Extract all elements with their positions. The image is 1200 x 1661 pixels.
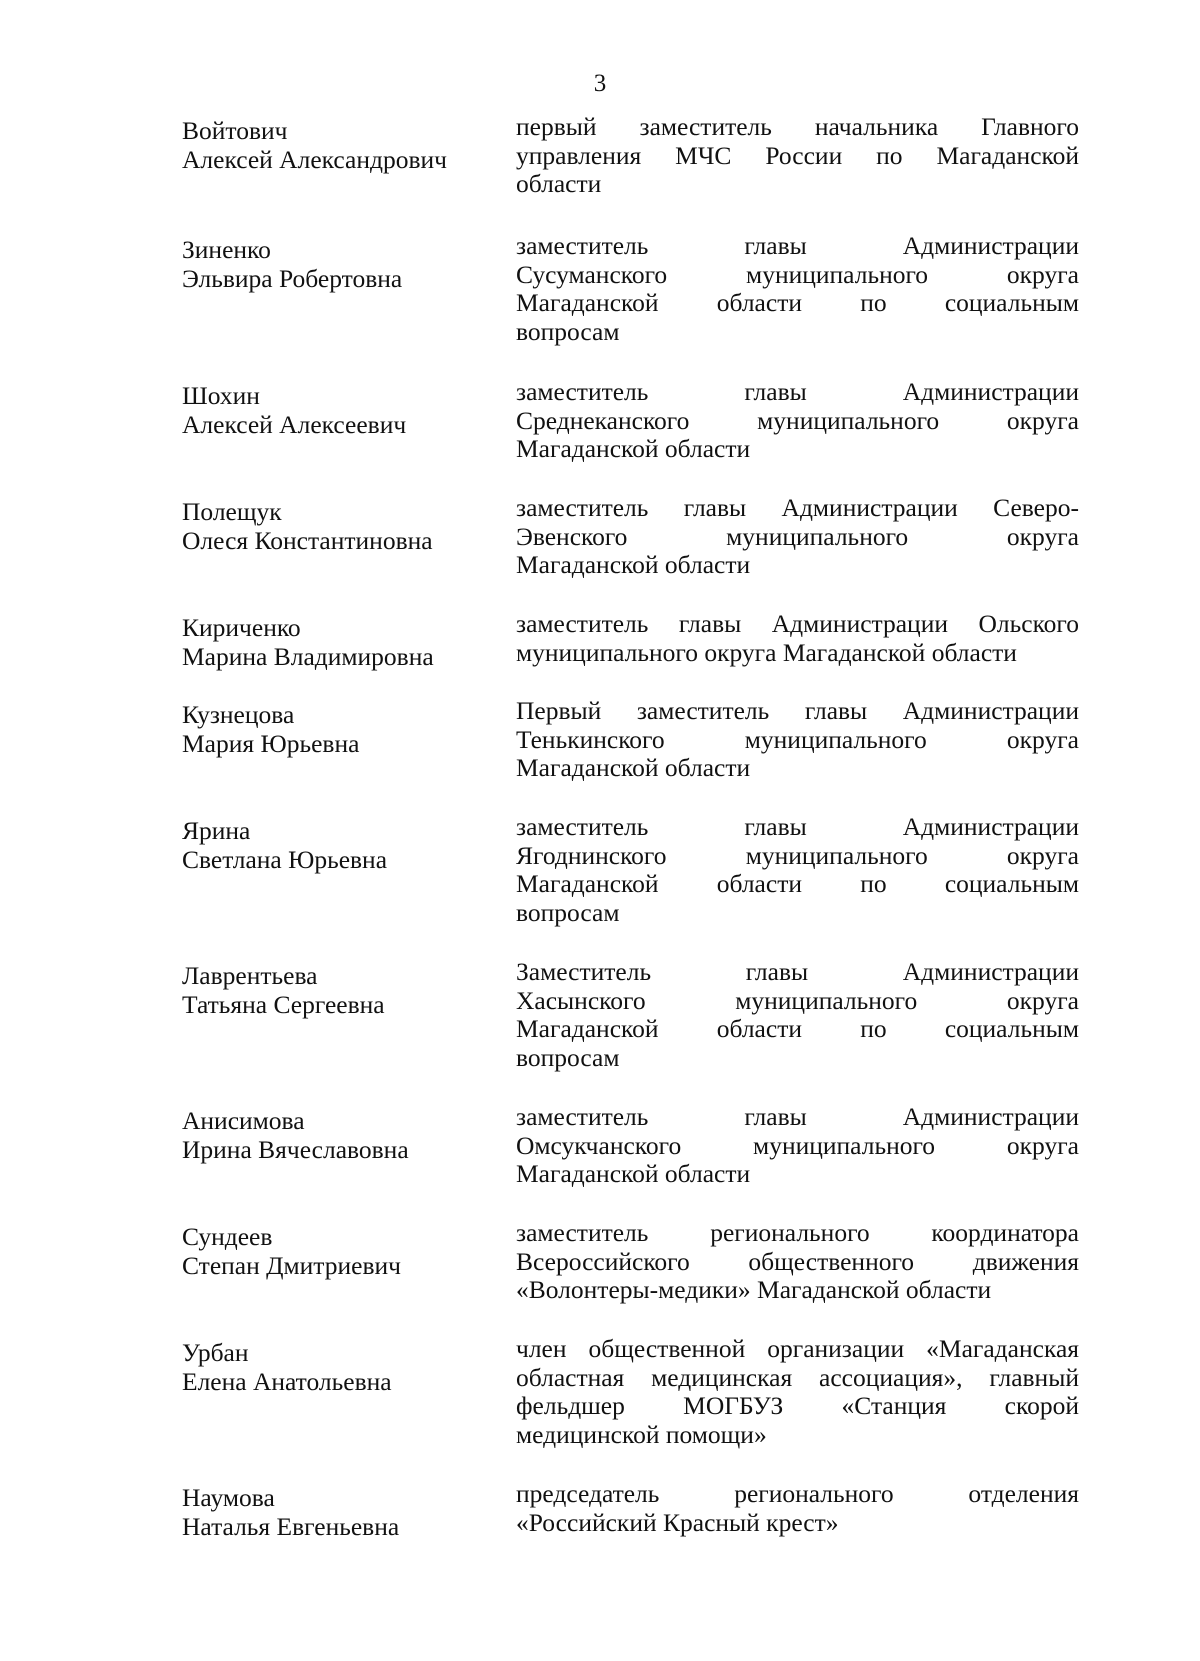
role-line: «Волонтеры-медики» Магаданской области [516,1275,992,1304]
role-line: области [516,169,602,198]
role-line: Сусуманского муниципального округа [516,259,1079,289]
member-name [182,117,482,174]
member-role [516,232,1079,346]
role-line: вопросам [516,897,620,927]
role-line: Омсукчанского муниципального округа [516,1130,1079,1160]
member-given-names: Эльвира Робертовна [182,263,403,293]
member-surname: Шохин [182,381,260,410]
role-line: Хасынского муниципального округа [516,985,1079,1015]
member-surname: Сундеев [182,1222,273,1251]
role-line: Магаданской области по социальным [516,288,1079,317]
member-surname: Наумова [182,1483,275,1512]
role-line: «Российский Красный крест» [516,1507,839,1537]
member-surname: Кузнецова [182,700,295,729]
member-role [516,1219,1079,1305]
member-name [182,614,482,671]
role-line: Магаданской области [516,1159,751,1188]
role-line: Заместитель главы Администрации [516,957,1079,986]
role-line: заместитель главы Администрации [516,377,1079,406]
role-line: медицинской помощи» [516,1419,767,1449]
member-role [516,1335,1079,1449]
member-given-names: Елена Анатольевна [182,1366,392,1396]
role-line: член общественной организации «Магаданская [516,1334,1079,1363]
role-line: областная медицинская ассоциация», главный [516,1362,1079,1392]
role-line: заместитель главы Администрации Северо- [516,493,1079,522]
role-line: Магаданской области по социальным [516,869,1079,898]
member-given-names: Татьяна Сергеевна [182,989,385,1019]
member-role [516,1103,1079,1189]
member-name [182,236,482,293]
role-line: Магаданской области [516,550,751,579]
member-role [516,113,1079,199]
role-line: Магаданской области [516,753,751,782]
role-line: Ягоднинского муниципального округа [516,840,1079,870]
member-surname: Зиненко [182,235,271,264]
role-line: заместитель главы Администрации [516,812,1079,841]
member-given-names: Марина Владимировна [182,641,434,671]
member-surname: Полещук [182,497,282,526]
member-name [182,962,482,1019]
role-line: Магаданской области по социальным [516,1014,1079,1043]
role-line: вопросам [516,1042,620,1072]
member-name [182,1223,482,1280]
role-line: Всероссийского общественного движения [516,1246,1079,1276]
role-line: Магаданской области [516,434,751,463]
member-surname: Кириченко [182,613,301,642]
member-given-names: Степан Дмитриевич [182,1250,401,1280]
member-surname: Урбан [182,1338,249,1367]
member-role [516,813,1079,927]
member-role [516,494,1079,580]
member-surname: Ярина [182,816,251,845]
role-line: муниципального округа Магаданской области [516,637,1017,667]
role-line: заместитель главы Администрации [516,1102,1079,1131]
role-line: заместитель главы Администрации [516,231,1079,260]
member-name [182,701,482,758]
member-surname: Анисимова [182,1106,305,1135]
role-line: Первый заместитель главы Администрации [516,696,1079,725]
role-line: председатель регионального отделения [516,1479,1079,1508]
member-role [516,958,1079,1072]
member-given-names: Наталья Евгеньевна [182,1511,400,1541]
member-surname: Войтович [182,116,288,145]
member-name [182,498,482,555]
member-given-names: Алексей Александрович [182,144,447,174]
role-line: Тенькинского муниципального округа [516,724,1079,754]
role-line: вопросам [516,316,620,346]
role-line: фельдшер МОГБУЗ «Станция скорой [516,1391,1079,1420]
member-given-names: Алексей Алексеевич [182,409,407,439]
page-number: 3 [593,70,607,97]
member-name [182,1339,482,1396]
role-line: Среднеканского муниципального округа [516,405,1079,435]
member-role [516,610,1079,667]
member-name [182,817,482,874]
role-line: управления МЧС России по Магаданской [516,140,1079,170]
role-line: заместитель главы Администрации Ольского [516,609,1079,638]
member-given-names: Ирина Вячеславовна [182,1134,409,1164]
member-role [516,378,1079,464]
member-name [182,382,482,439]
member-given-names: Олеся Константиновна [182,525,433,555]
role-line: заместитель регионального координатора [516,1218,1079,1247]
member-name [182,1107,482,1164]
member-name [182,1484,482,1541]
role-line: первый заместитель начальника Главного [516,112,1079,141]
member-surname: Лаврентьева [182,961,318,990]
role-line: Эвенского муниципального округа [516,521,1079,551]
member-role [516,697,1079,783]
member-role [516,1480,1079,1537]
member-given-names: Светлана Юрьевна [182,844,388,874]
member-given-names: Мария Юрьевна [182,728,360,758]
